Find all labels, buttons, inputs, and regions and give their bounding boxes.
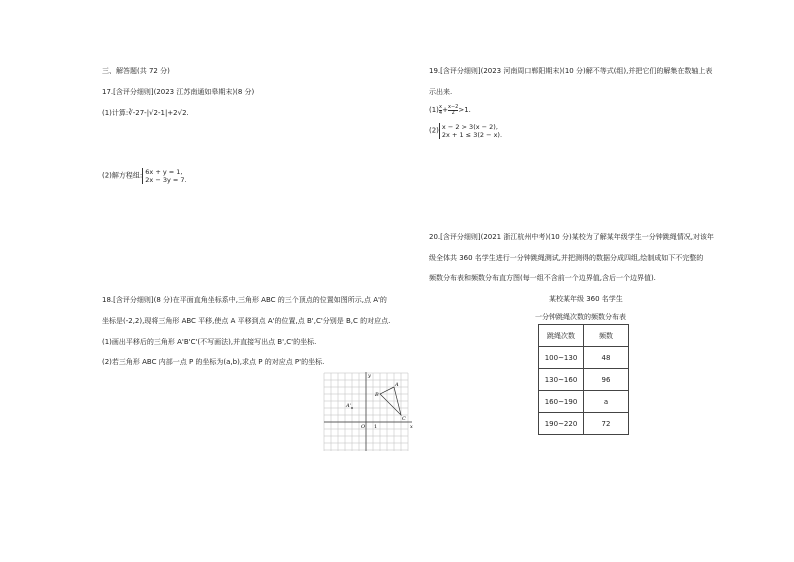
table-title-1: 某校某年级 360 名学生 — [549, 295, 623, 303]
q19-ineq2: 2x + 1 ≤ 3(2 − x). — [441, 131, 503, 139]
q19-frac1-den: 4 — [438, 110, 443, 116]
q17-part1-expr: ∛-27-|√2-1|+2√2. — [128, 109, 189, 117]
q17-eq1: 6x + y = 1, — [145, 168, 183, 176]
q17-header: 17.[含评分细则](2023 江苏南通如皋期末)(8 分) — [102, 88, 255, 96]
q18-line1: 18.[含评分细则](8 分)在平面直角坐标系中,三角形 ABC 的三个顶点的位置如图所示,点 A'的 — [102, 296, 387, 304]
q18-line2: 坐标是(-2,2),现将三角形 ABC 平移,使点 A 平移到点 A'的位置,点 B',C'分别是 B,C 的对应点. — [102, 317, 391, 325]
section-title: 三、解答题(共 72 分) — [102, 67, 170, 75]
point-a-prime — [351, 407, 353, 409]
q19-part1-suffix: >1. — [458, 106, 471, 114]
table-header-cell: 频数 — [584, 325, 629, 347]
q17-part2 — [102, 168, 187, 184]
coordinate-grid-figure — [322, 371, 416, 453]
table-row — [539, 413, 629, 435]
q18-part2: (2)若三角形 ABC 内部一点 P 的坐标为(a,b),求点 P 的对应点 P'的坐标. — [102, 358, 325, 366]
q19-ineq1: x − 2 > 3(x − 2), — [441, 123, 498, 131]
table-cell: 48 — [584, 347, 629, 369]
table-row — [539, 391, 629, 413]
q18-part1: (1)画出平移后的三角形 A'B'C'(不写画法),并直接写出点 B',C'的坐标. — [102, 338, 317, 346]
table-row — [539, 347, 629, 369]
table-cell: 130~160 — [539, 369, 584, 391]
q19-frac2-num: x−2 — [447, 104, 459, 110]
label-b: B — [375, 392, 379, 398]
table-cell: 100~130 — [539, 347, 584, 369]
q19-part1 — [429, 105, 471, 116]
table-cell: 160~190 — [539, 391, 584, 413]
q20-line3: 频数分布表和频数分布直方图(每一组不含前一个边界值,含后一个边界值). — [429, 274, 656, 282]
label-a-prime: A' — [346, 403, 351, 409]
label-one: 1 — [374, 424, 378, 430]
q17-part2-prefix: (2)解方程组: — [102, 171, 143, 180]
q17-part1 — [102, 109, 189, 118]
q19-frac1-num: x — [439, 104, 442, 110]
q19-part1-op: + — [442, 106, 448, 114]
label-y: y — [368, 373, 371, 379]
q20-line1: 20.[含评分细则](2021 浙江杭州中考)(10 分)某校为了解某年级学生一分钟跳绳情况,对该年 — [429, 233, 714, 241]
label-a: A — [395, 382, 399, 388]
q19-line2: 示出来. — [429, 88, 453, 96]
q19-part1-prefix: (1) — [429, 106, 439, 114]
table-cell: 190~220 — [539, 413, 584, 435]
q20-line2: 级全体共 360 名学生进行一分钟跳绳测试,并把测得的数据分成四组,绘制成如下不完整的 — [429, 254, 704, 262]
q19-part2-prefix: (2) — [429, 126, 439, 135]
label-c: C — [402, 416, 406, 422]
table-title-2: 一分钟跳绳次数的频数分布表 — [535, 313, 626, 321]
q17-part1-prefix: (1)计算: — [102, 109, 129, 117]
table-row — [539, 369, 629, 391]
frequency-table — [538, 324, 629, 435]
q19-frac2-den: 2 — [448, 110, 458, 116]
label-x: x — [410, 424, 413, 430]
table-header-row — [539, 325, 629, 347]
q17-eq2: 2x − 3y = 7. — [145, 176, 187, 184]
q19-part2 — [429, 123, 502, 139]
q19-fraction-2 — [448, 105, 458, 116]
q19-line1: 19.[含评分细则](2023 河南周口郸阳期末)(10 分)解不等式(组),并把它们的解集在数轴上表 — [429, 67, 713, 75]
q17-equation-system — [142, 168, 186, 184]
table-header-cell: 跳绳次数 — [539, 325, 584, 347]
label-origin: O — [361, 424, 366, 430]
table-cell: 96 — [584, 369, 629, 391]
q19-inequality-system — [439, 123, 502, 139]
table-cell: a — [584, 391, 629, 413]
table-cell: 72 — [584, 413, 629, 435]
